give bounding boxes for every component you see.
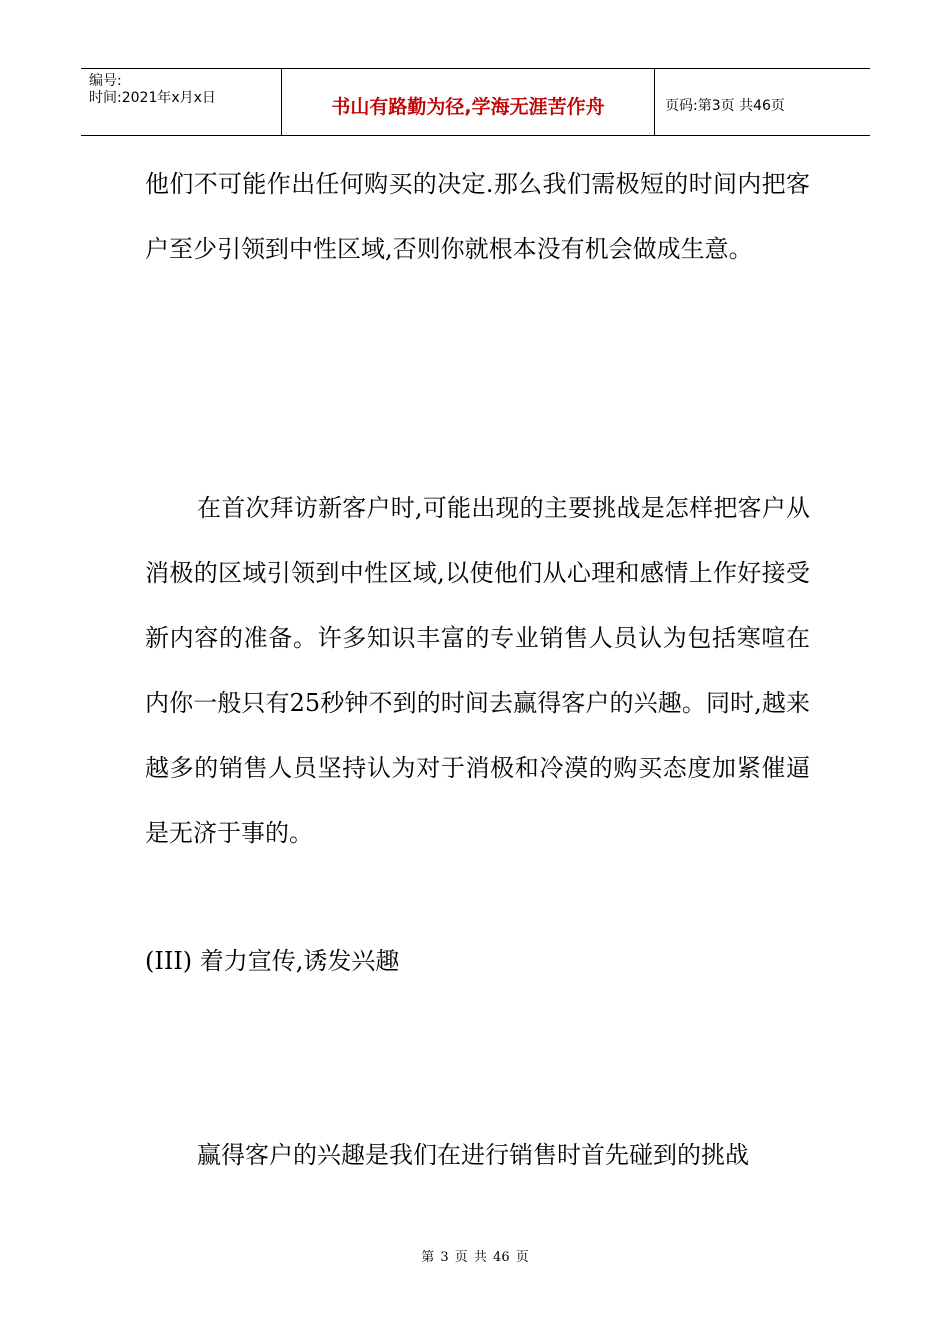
header-page-label: 页码:第3页 共46页 bbox=[665, 98, 785, 114]
section-heading-3: (III) 着力宣传,诱发兴趣 bbox=[145, 947, 400, 975]
page-header bbox=[81, 68, 870, 136]
paragraph-1: 他们不可能作出任何购买的决定.那么我们需极短的时间内把客户至少引领到中性区域,否则你就根本没有机会做成生意。 bbox=[145, 170, 810, 263]
header-motto: 书山有路勤为径,学海无涯苦作舟 bbox=[282, 69, 655, 135]
page-footer: 第 3 页 共 46 页 bbox=[421, 1250, 529, 1265]
paragraph-2: 在首次拜访新客户时,可能出现的主要挑战是怎样把客户从消极的区域引领到中性区域,以使他们从心理和感情上作好接受新内容的准备。许多知识丰富的专业销售人员认为包括寒喧在内你一般只有25秒钟不到的时间去赢得客户的兴趣。同时,越来越多的销售人员坚持认为对于消极和冷漠的购买态度加紧催逼是无济于事的。 bbox=[145, 494, 810, 847]
document-number-label: 编号: bbox=[89, 73, 122, 89]
document-time-label: 时间:2021年x月x日 bbox=[89, 90, 216, 106]
header-meta-cell bbox=[81, 69, 282, 135]
paragraph-3: 赢得客户的兴趣是我们在进行销售时首先碰到的挑战 bbox=[197, 1141, 749, 1169]
